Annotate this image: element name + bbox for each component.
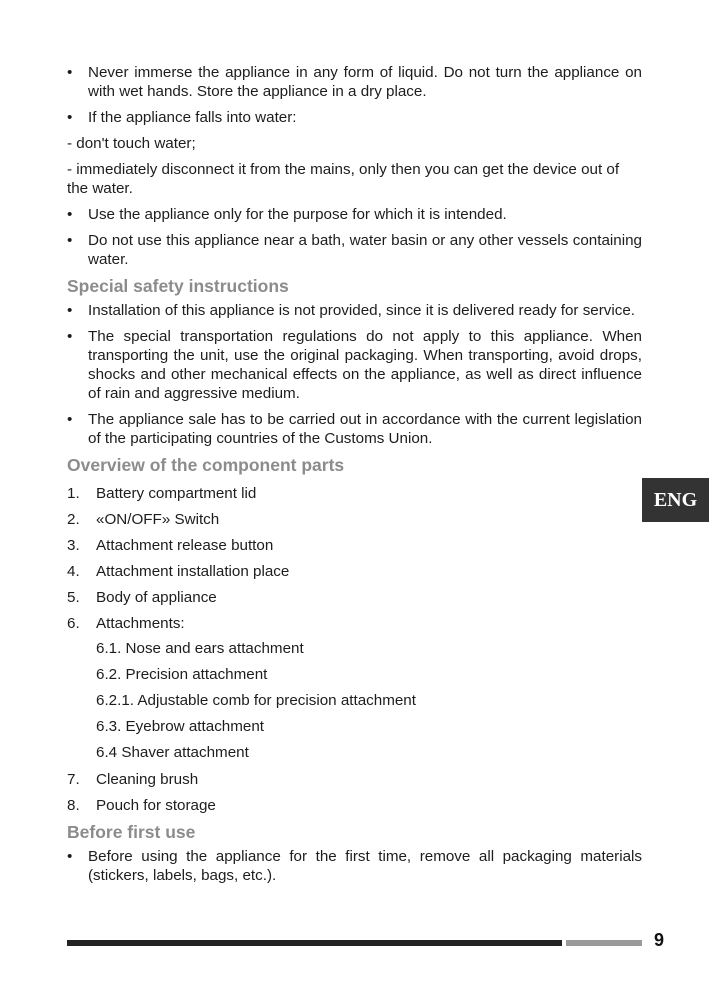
item-text: Attachment installation place <box>96 562 290 580</box>
list-item <box>67 480 642 506</box>
footer-rule <box>67 940 562 946</box>
page-content <box>67 63 642 892</box>
item-number: 4. <box>67 562 80 580</box>
sub-list-item: 6.3. Eyebrow attachment <box>96 718 264 735</box>
intro-list <box>67 63 642 269</box>
item-number: 2. <box>67 510 80 528</box>
item-number: 1. <box>67 484 80 502</box>
list-item: • The appliance sale has to be carried out in accordance with the current legislation of the participating countries of the Customs Union. <box>67 410 642 448</box>
before-first-use-list <box>67 847 642 885</box>
list-item <box>67 532 642 558</box>
list-item: • Use the appliance only for the purpose for which it is intended. <box>67 205 642 224</box>
sub-list-item: 6.2.1. Adjustable comb for precision attachment <box>96 692 416 709</box>
special-safety-list <box>67 301 642 448</box>
item-text: «ON/OFF» Switch <box>96 510 220 528</box>
list-item <box>67 584 642 610</box>
list-item: • Installation of this appliance is not provided, since it is delivered ready for service. <box>67 301 642 320</box>
item-text: Body of appliance <box>96 588 217 606</box>
item-number: 3. <box>67 536 80 554</box>
item-text: Attachments: <box>96 614 185 632</box>
item-number: 5. <box>67 588 80 606</box>
list-item: • Never immerse the appliance in any form of liquid. Do not turn the appliance on with wet hands. Store the appliance in a dry place. <box>67 63 642 101</box>
list-item <box>67 506 642 532</box>
sub-list-item: 6.1. Nose and ears attachment <box>96 640 304 657</box>
list-item <box>67 792 642 818</box>
item-text: Battery compartment lid <box>96 484 257 502</box>
item-text: Cleaning brush <box>96 770 199 788</box>
component-parts-list <box>67 480 642 818</box>
item-number: 6. <box>67 614 80 632</box>
list-item: • Do not use this appliance near a bath, water basin or any other vessels containing water. <box>67 231 642 269</box>
section-heading-before-first-use: Before first use <box>67 822 196 842</box>
list-item: • Before using the appliance for the first time, remove all packaging materials (stickers, labels, bags, etc.). <box>67 847 642 885</box>
page-number: 9 <box>654 930 665 950</box>
sub-list-item: 6.4 Shaver attachment <box>96 744 249 761</box>
section-heading-overview: Overview of the component parts <box>67 455 345 475</box>
list-item: • If the appliance falls into water: <box>67 108 642 127</box>
language-tab: ENG <box>642 478 709 522</box>
list-item <box>67 766 642 792</box>
list-item <box>67 610 642 636</box>
item-number: 7. <box>67 770 80 788</box>
section-heading-special-safety: Special safety instructions <box>67 276 289 296</box>
list-item <box>67 558 642 584</box>
footer-rule-accent <box>566 940 642 946</box>
list-item: - immediately disconnect it from the mains, only then you can get the device out of the water. <box>67 161 620 197</box>
list-item: - don't touch water; <box>67 135 196 152</box>
sub-list-item: 6.2. Precision attachment <box>96 666 268 683</box>
list-item: • The special transportation regulations do not apply to this appliance. When transporting the unit, use the original packaging. When transporting, avoid drops, shocks and other mechanical effects on the appliance, as well as direct influence of rain and aggressive medium. <box>67 327 642 403</box>
item-text: Pouch for storage <box>96 796 216 814</box>
item-text: Attachment release button <box>96 536 274 554</box>
item-number: 8. <box>67 796 80 814</box>
